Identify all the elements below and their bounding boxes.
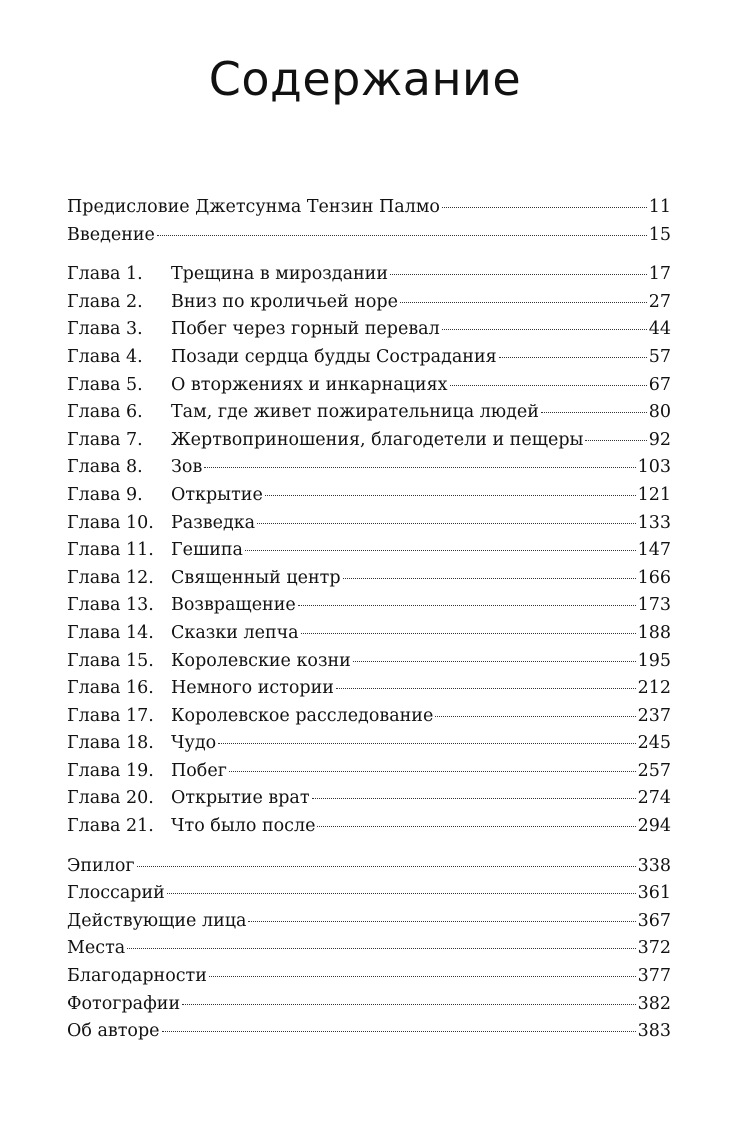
toc-chapter-entry[interactable] xyxy=(67,482,671,510)
toc-entry[interactable] xyxy=(67,935,671,963)
chapter-number: Глава 14. xyxy=(67,622,154,643)
front-matter-list xyxy=(67,194,671,249)
toc-page-number: 361 xyxy=(637,883,671,904)
toc-chapter-entry[interactable] xyxy=(67,261,671,289)
toc-chapter-entry[interactable] xyxy=(67,648,671,676)
dot-leader xyxy=(499,357,647,358)
toc-page-number: 121 xyxy=(637,484,671,505)
toc-page-number: 67 xyxy=(648,374,671,395)
dot-leader xyxy=(265,495,636,496)
toc-page-number: 80 xyxy=(648,402,671,423)
dot-leader xyxy=(229,771,636,772)
chapter-title: Разведка xyxy=(171,512,256,533)
chapter-number: Глава 3. xyxy=(67,319,143,340)
toc-page-number: 195 xyxy=(637,650,671,671)
chapter-title: Жертвоприношения, благодетели и пещеры xyxy=(171,429,584,450)
dot-leader xyxy=(312,798,636,799)
toc-page-number: 377 xyxy=(637,966,671,987)
dot-leader xyxy=(336,688,636,689)
toc-entry-title: Действующие лица xyxy=(67,910,247,931)
toc-entry-title: Благодарности xyxy=(67,966,207,987)
chapter-number: Глава 17. xyxy=(67,705,154,726)
toc-page-number: 11 xyxy=(648,197,671,217)
toc-chapter-entry[interactable] xyxy=(67,537,671,565)
dot-leader xyxy=(182,1004,635,1005)
dot-leader xyxy=(450,385,647,386)
dot-leader xyxy=(343,578,636,579)
toc-page-number: 383 xyxy=(637,1021,671,1042)
chapter-number: Глава 15. xyxy=(67,650,154,671)
chapter-title: Возвращение xyxy=(171,595,296,616)
toc-chapter-entry[interactable] xyxy=(67,316,671,344)
toc-page-number: 372 xyxy=(637,938,671,959)
toc-page-number: 17 xyxy=(648,264,671,285)
dot-leader xyxy=(245,550,636,551)
dot-leader xyxy=(248,921,635,922)
dot-leader xyxy=(137,866,636,867)
toc-entry-title: Введение xyxy=(67,224,155,245)
dot-leader xyxy=(298,605,636,606)
toc-page-number: 382 xyxy=(637,993,671,1014)
chapter-title: Открытие врат xyxy=(171,788,310,809)
toc-chapter-entry[interactable] xyxy=(67,427,671,455)
chapter-number: Глава 9. xyxy=(67,484,143,505)
dot-leader xyxy=(167,893,636,894)
chapter-number: Глава 10. xyxy=(67,512,154,533)
chapter-number: Глава 19. xyxy=(67,760,154,781)
dot-leader xyxy=(257,523,635,524)
chapter-title: Королевские козни xyxy=(171,650,351,671)
dot-leader xyxy=(585,440,646,441)
dot-leader xyxy=(353,661,636,662)
toc-chapter-entry[interactable] xyxy=(67,785,671,813)
toc-chapter-entry[interactable] xyxy=(67,758,671,786)
chapter-number: Глава 1. xyxy=(67,264,143,285)
toc-chapter-entry[interactable] xyxy=(67,703,671,731)
dot-leader xyxy=(390,274,647,275)
chapter-title: Немного истории xyxy=(171,678,334,699)
chapter-title: Там, где живет пожирательница людей xyxy=(171,402,539,423)
toc-chapter-entry[interactable] xyxy=(67,592,671,620)
chapter-number: Глава 7. xyxy=(67,429,143,450)
toc-entry-title: Об авторе xyxy=(67,1021,160,1042)
toc-entry-title: Глоссарий xyxy=(67,883,165,904)
toc-chapter-entry[interactable] xyxy=(67,399,671,427)
toc-page-number: 274 xyxy=(637,788,671,809)
toc-entry[interactable] xyxy=(67,194,671,222)
toc-page-number: 103 xyxy=(637,457,671,478)
toc-entry[interactable] xyxy=(67,991,671,1019)
toc-chapter-entry[interactable] xyxy=(67,454,671,482)
toc-page-number: 245 xyxy=(637,733,671,754)
dot-leader xyxy=(301,633,636,634)
dot-leader xyxy=(435,716,635,717)
toc-page-number: 173 xyxy=(637,595,671,616)
dot-leader xyxy=(218,743,635,744)
toc-page-number: 294 xyxy=(637,816,671,837)
dot-leader xyxy=(204,467,635,468)
chapter-title: Трещина в мироздании xyxy=(171,264,388,285)
toc-entry[interactable] xyxy=(67,1018,671,1046)
chapters-list xyxy=(67,261,671,840)
chapter-number: Глава 11. xyxy=(67,540,154,561)
toc-page-number: 44 xyxy=(648,319,671,340)
toc-page-number: 92 xyxy=(648,429,671,450)
chapter-title: Побег через горный перевал xyxy=(171,319,440,340)
toc-chapter-entry[interactable] xyxy=(67,675,671,703)
chapter-number: Глава 8. xyxy=(67,457,143,478)
chapter-title: Сказки лепча xyxy=(171,622,299,643)
chapter-number: Глава 12. xyxy=(67,567,154,588)
chapter-title: Позади сердца будды Сострадания xyxy=(171,346,497,367)
toc-chapter-entry[interactable] xyxy=(67,813,671,841)
dot-leader xyxy=(162,1031,636,1032)
toc-page-number: 147 xyxy=(637,540,671,561)
chapter-title: Гешипа xyxy=(171,540,243,561)
toc-page-number: 27 xyxy=(648,291,671,312)
toc-entry[interactable] xyxy=(67,853,671,881)
toc-page-number: 166 xyxy=(637,567,671,588)
toc-page-number: 257 xyxy=(637,760,671,781)
chapter-number: Глава 20. xyxy=(67,788,154,809)
chapter-number: Глава 5. xyxy=(67,374,143,395)
toc-entry-title: Места xyxy=(67,938,126,959)
toc-page-number: 367 xyxy=(637,910,671,931)
dot-leader xyxy=(209,976,636,977)
chapter-number: Глава 21. xyxy=(67,816,154,837)
toc-page-number: 338 xyxy=(637,855,671,876)
chapter-number: Глава 13. xyxy=(67,595,154,616)
chapter-title: Чудо xyxy=(171,733,217,754)
toc-entry-title: Предисловие Джетсунма Тензин Палмо xyxy=(67,197,440,217)
chapter-number: Глава 6. xyxy=(67,402,143,423)
toc-page-number: 57 xyxy=(648,346,671,367)
toc-page-number: 133 xyxy=(637,512,671,533)
dot-leader xyxy=(541,412,647,413)
dot-leader xyxy=(442,207,647,208)
toc-chapter-entry[interactable] xyxy=(67,730,671,758)
toc-chapter-entry[interactable] xyxy=(67,289,671,317)
toc-page-number: 212 xyxy=(637,678,671,699)
toc-chapter-entry[interactable] xyxy=(67,372,671,400)
chapter-number: Глава 18. xyxy=(67,733,154,754)
toc-page-number: 237 xyxy=(637,705,671,726)
chapter-title: Вниз по кроличьей норе xyxy=(171,291,398,312)
dot-leader xyxy=(442,329,647,330)
toc-page-number: 15 xyxy=(648,224,671,245)
page-title: Содержание xyxy=(208,52,522,106)
dot-leader xyxy=(400,302,647,303)
back-matter-list xyxy=(67,853,671,1046)
chapter-title: О вторжениях и инкарнациях xyxy=(171,374,448,395)
dot-leader xyxy=(157,235,647,236)
toc-entry[interactable] xyxy=(67,880,671,908)
toc-entry[interactable] xyxy=(67,963,671,991)
chapter-title: Побег xyxy=(171,760,227,781)
toc-chapter-entry[interactable] xyxy=(67,565,671,593)
toc-chapter-entry[interactable] xyxy=(67,510,671,538)
toc-chapter-entry[interactable] xyxy=(67,620,671,648)
chapter-title: Зов xyxy=(171,457,203,478)
toc-chapter-entry[interactable] xyxy=(67,344,671,372)
chapter-number: Глава 16. xyxy=(67,678,154,699)
chapter-number: Глава 2. xyxy=(67,291,143,312)
toc-entry[interactable] xyxy=(67,908,671,936)
dot-leader xyxy=(127,948,635,949)
chapter-title: Открытие xyxy=(171,484,263,505)
chapter-title: Священный центр xyxy=(171,567,341,588)
toc-page-number: 188 xyxy=(637,622,671,643)
dot-leader xyxy=(317,826,635,827)
chapter-number: Глава 4. xyxy=(67,346,143,367)
toc-entry[interactable] xyxy=(67,222,671,250)
chapter-title: Королевское расследование xyxy=(171,705,434,726)
toc-entry-title: Фотографии xyxy=(67,993,181,1014)
toc-entry-title: Эпилог xyxy=(67,855,135,876)
chapter-title: Что было после xyxy=(171,816,316,837)
table-of-contents xyxy=(67,194,671,1046)
